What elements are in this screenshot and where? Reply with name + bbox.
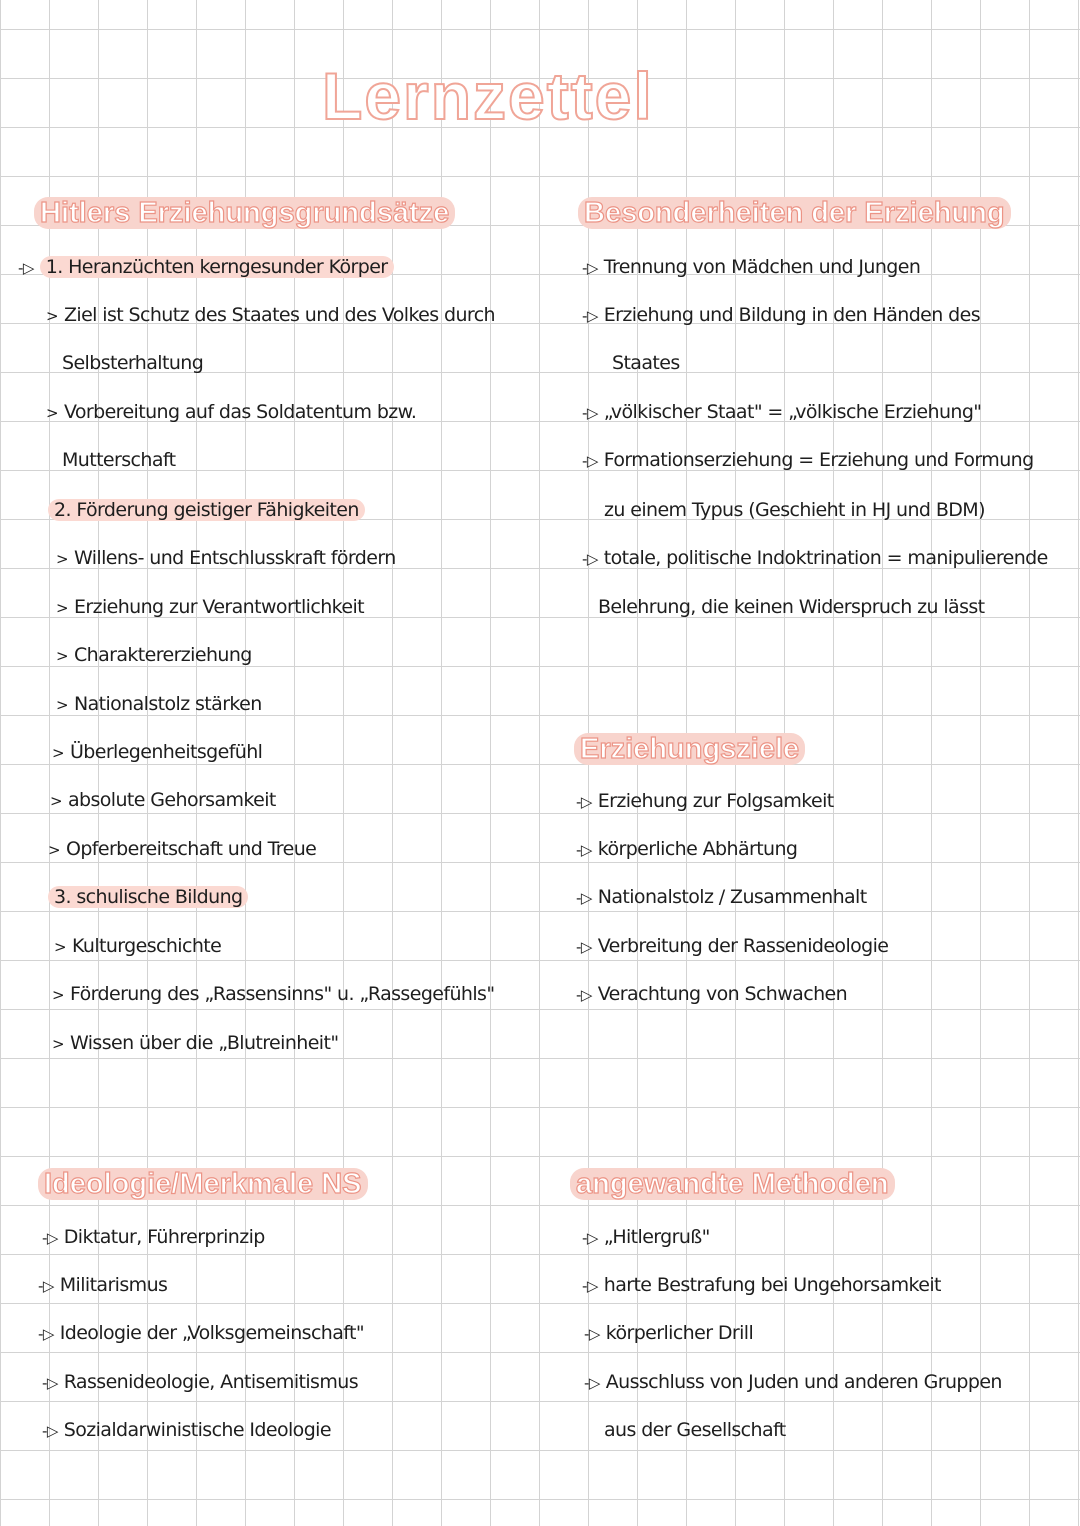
arrow-icon: -▷	[38, 1277, 54, 1295]
arrow-icon: -▷	[42, 1374, 58, 1392]
list-item	[50, 785, 276, 815]
list-item	[582, 397, 981, 427]
list-item	[582, 252, 920, 282]
list-item-text: „Hitlergruß"	[603, 1226, 710, 1248]
list-item-continuation: Mutterschaft	[62, 449, 176, 471]
arrow-icon: -▷	[582, 307, 598, 325]
bullet-icon: >	[52, 1035, 64, 1053]
list-item-text: Charaktererziehung	[73, 644, 252, 666]
list-item	[48, 834, 316, 864]
arrow-icon: -▷	[584, 1374, 600, 1392]
list-item-text: Militarismus	[59, 1274, 168, 1296]
section-2-line	[48, 495, 365, 525]
arrow-icon: -▷	[576, 986, 592, 1004]
list-item	[52, 1028, 338, 1058]
arrow-icon: -▷	[582, 452, 598, 470]
list-item	[582, 1270, 941, 1300]
list-item-text: Erziehung zur Verantwortlichkeit	[73, 596, 364, 618]
list-item-text: Vorbereitung auf das Soldatentum bzw.	[63, 401, 417, 423]
bullet-icon: >	[56, 647, 68, 665]
list-item	[582, 300, 980, 330]
arrow-icon: -▷	[576, 938, 592, 956]
bullet-icon: >	[56, 696, 68, 714]
list-item	[576, 834, 797, 864]
bullet-icon: >	[46, 307, 58, 325]
arrow-icon: -▷	[576, 793, 592, 811]
section-3-line	[48, 882, 248, 912]
list-item-text: harte Bestrafung bei Ungehorsamkeit	[603, 1274, 941, 1296]
bullet-icon: >	[52, 744, 64, 762]
list-item-text: Rassenideologie, Antisemitismus	[63, 1371, 358, 1393]
list-item	[54, 931, 221, 961]
list-item-text: absolute Gehorsamkeit	[67, 789, 276, 811]
list-item-text: Kulturgeschichte	[71, 935, 222, 957]
list-item-continuation: Belehrung, die keinen Widerspruch zu lässt	[598, 596, 985, 618]
list-item	[582, 1222, 710, 1252]
list-item	[52, 737, 262, 767]
list-item-text: Nationalstolz stärken	[73, 693, 262, 715]
bullet-icon: >	[52, 986, 64, 1004]
list-item	[584, 1318, 753, 1348]
bullet-icon: >	[48, 841, 60, 859]
bullet-icon: >	[54, 938, 66, 956]
heading-hitlers-erziehungsgrundsaetze: Hitlers Erziehungsgrundsätze	[34, 197, 455, 229]
list-item	[576, 882, 867, 912]
list-item-text: Willens- und Entschlusskraft fördern	[73, 547, 396, 569]
list-item	[576, 931, 888, 961]
list-item-text: körperliche Abhärtung	[597, 838, 798, 860]
bullet-icon: >	[56, 550, 68, 568]
list-item	[46, 397, 416, 427]
list-item	[582, 543, 1048, 573]
bullet-icon: >	[56, 599, 68, 617]
arrow-icon: -▷	[582, 404, 598, 422]
list-item	[56, 592, 364, 622]
arrow-icon: -▷	[576, 889, 592, 907]
list-item	[576, 786, 834, 816]
arrow-icon: -▷	[582, 1229, 598, 1247]
list-item	[42, 1367, 358, 1397]
list-item-text: Trennung von Mädchen und Jungen	[603, 256, 921, 278]
list-item-continuation: Selbsterhaltung	[62, 352, 204, 374]
list-item-continuation: Staates	[612, 352, 680, 374]
list-item	[584, 1367, 1002, 1397]
list-item	[582, 445, 1034, 475]
list-item	[576, 979, 847, 1009]
list-item	[46, 300, 495, 330]
section-1-line	[18, 252, 394, 282]
section-2-title: 2. Förderung geistiger Fähigkeiten	[48, 499, 365, 521]
list-item-text: Überlegenheitsgefühl	[69, 741, 263, 763]
list-item-text: Nationalstolz / Zusammenhalt	[597, 886, 867, 908]
list-item-text: Wissen über die „Blutreinheit"	[69, 1032, 339, 1054]
list-item-text: „völkischer Staat" = „völkische Erziehung"	[603, 401, 982, 423]
heading-besonderheiten-der-erziehung: Besonderheiten der Erziehung	[578, 197, 1011, 229]
list-item	[38, 1270, 167, 1300]
list-item	[38, 1318, 364, 1348]
heading-angewandte-methoden: angewandte Methoden	[570, 1168, 895, 1200]
arrow-icon: -▷	[584, 1325, 600, 1343]
arrow-icon: -▷	[582, 1277, 598, 1295]
section-1-title: 1. Heranzüchten kerngesunder Körper	[40, 256, 394, 278]
list-item-text: körperlicher Drill	[605, 1322, 754, 1344]
heading-erziehungsziele: Erziehungsziele	[574, 733, 805, 765]
list-item-text: Ideologie der „Volksgemeinschaft"	[59, 1322, 365, 1344]
list-item	[56, 689, 262, 719]
list-item	[56, 640, 252, 670]
list-item-text: Formationserziehung = Erziehung und Formung	[603, 449, 1034, 471]
list-item-text: totale, politische Indoktrination = manipulierende	[603, 547, 1048, 569]
arrow-icon: -▷	[18, 259, 34, 277]
heading-ideologie-merkmale-ns: Ideologie/Merkmale NS	[38, 1168, 368, 1200]
list-item-continuation: zu einem Typus (Geschieht in HJ und BDM)	[604, 499, 985, 521]
list-item	[42, 1415, 331, 1445]
arrow-icon: -▷	[42, 1229, 58, 1247]
list-item-text: Verachtung von Schwachen	[597, 983, 848, 1005]
list-item-text: Ausschluss von Juden und anderen Gruppen	[605, 1371, 1002, 1393]
section-3-title: 3. schulische Bildung	[48, 886, 248, 908]
page-title: Lernzettel	[322, 59, 654, 133]
list-item-text: Erziehung und Bildung in den Händen des	[603, 304, 980, 326]
list-item-text: Diktatur, Führerprinzip	[63, 1226, 265, 1248]
arrow-icon: -▷	[38, 1325, 54, 1343]
list-item	[56, 543, 396, 573]
list-item-text: Opferbereitschaft und Treue	[65, 838, 317, 860]
list-item-continuation: aus der Gesellschaft	[604, 1419, 786, 1441]
list-item-text: Ziel ist Schutz des Staates und des Volkes durch	[63, 304, 495, 326]
bullet-icon: >	[46, 404, 58, 422]
list-item-text: Sozialdarwinistische Ideologie	[63, 1419, 331, 1441]
list-item	[42, 1222, 265, 1252]
list-item-text: Verbreitung der Rassenideologie	[597, 935, 889, 957]
list-item-text: Erziehung zur Folgsamkeit	[597, 790, 834, 812]
list-item-text: Förderung des „Rassensinns" u. „Rassegefühls"	[69, 983, 495, 1005]
arrow-icon: -▷	[582, 550, 598, 568]
arrow-icon: -▷	[42, 1422, 58, 1440]
bullet-icon: >	[50, 792, 62, 810]
arrow-icon: -▷	[582, 259, 598, 277]
arrow-icon: -▷	[576, 841, 592, 859]
list-item	[52, 979, 494, 1009]
